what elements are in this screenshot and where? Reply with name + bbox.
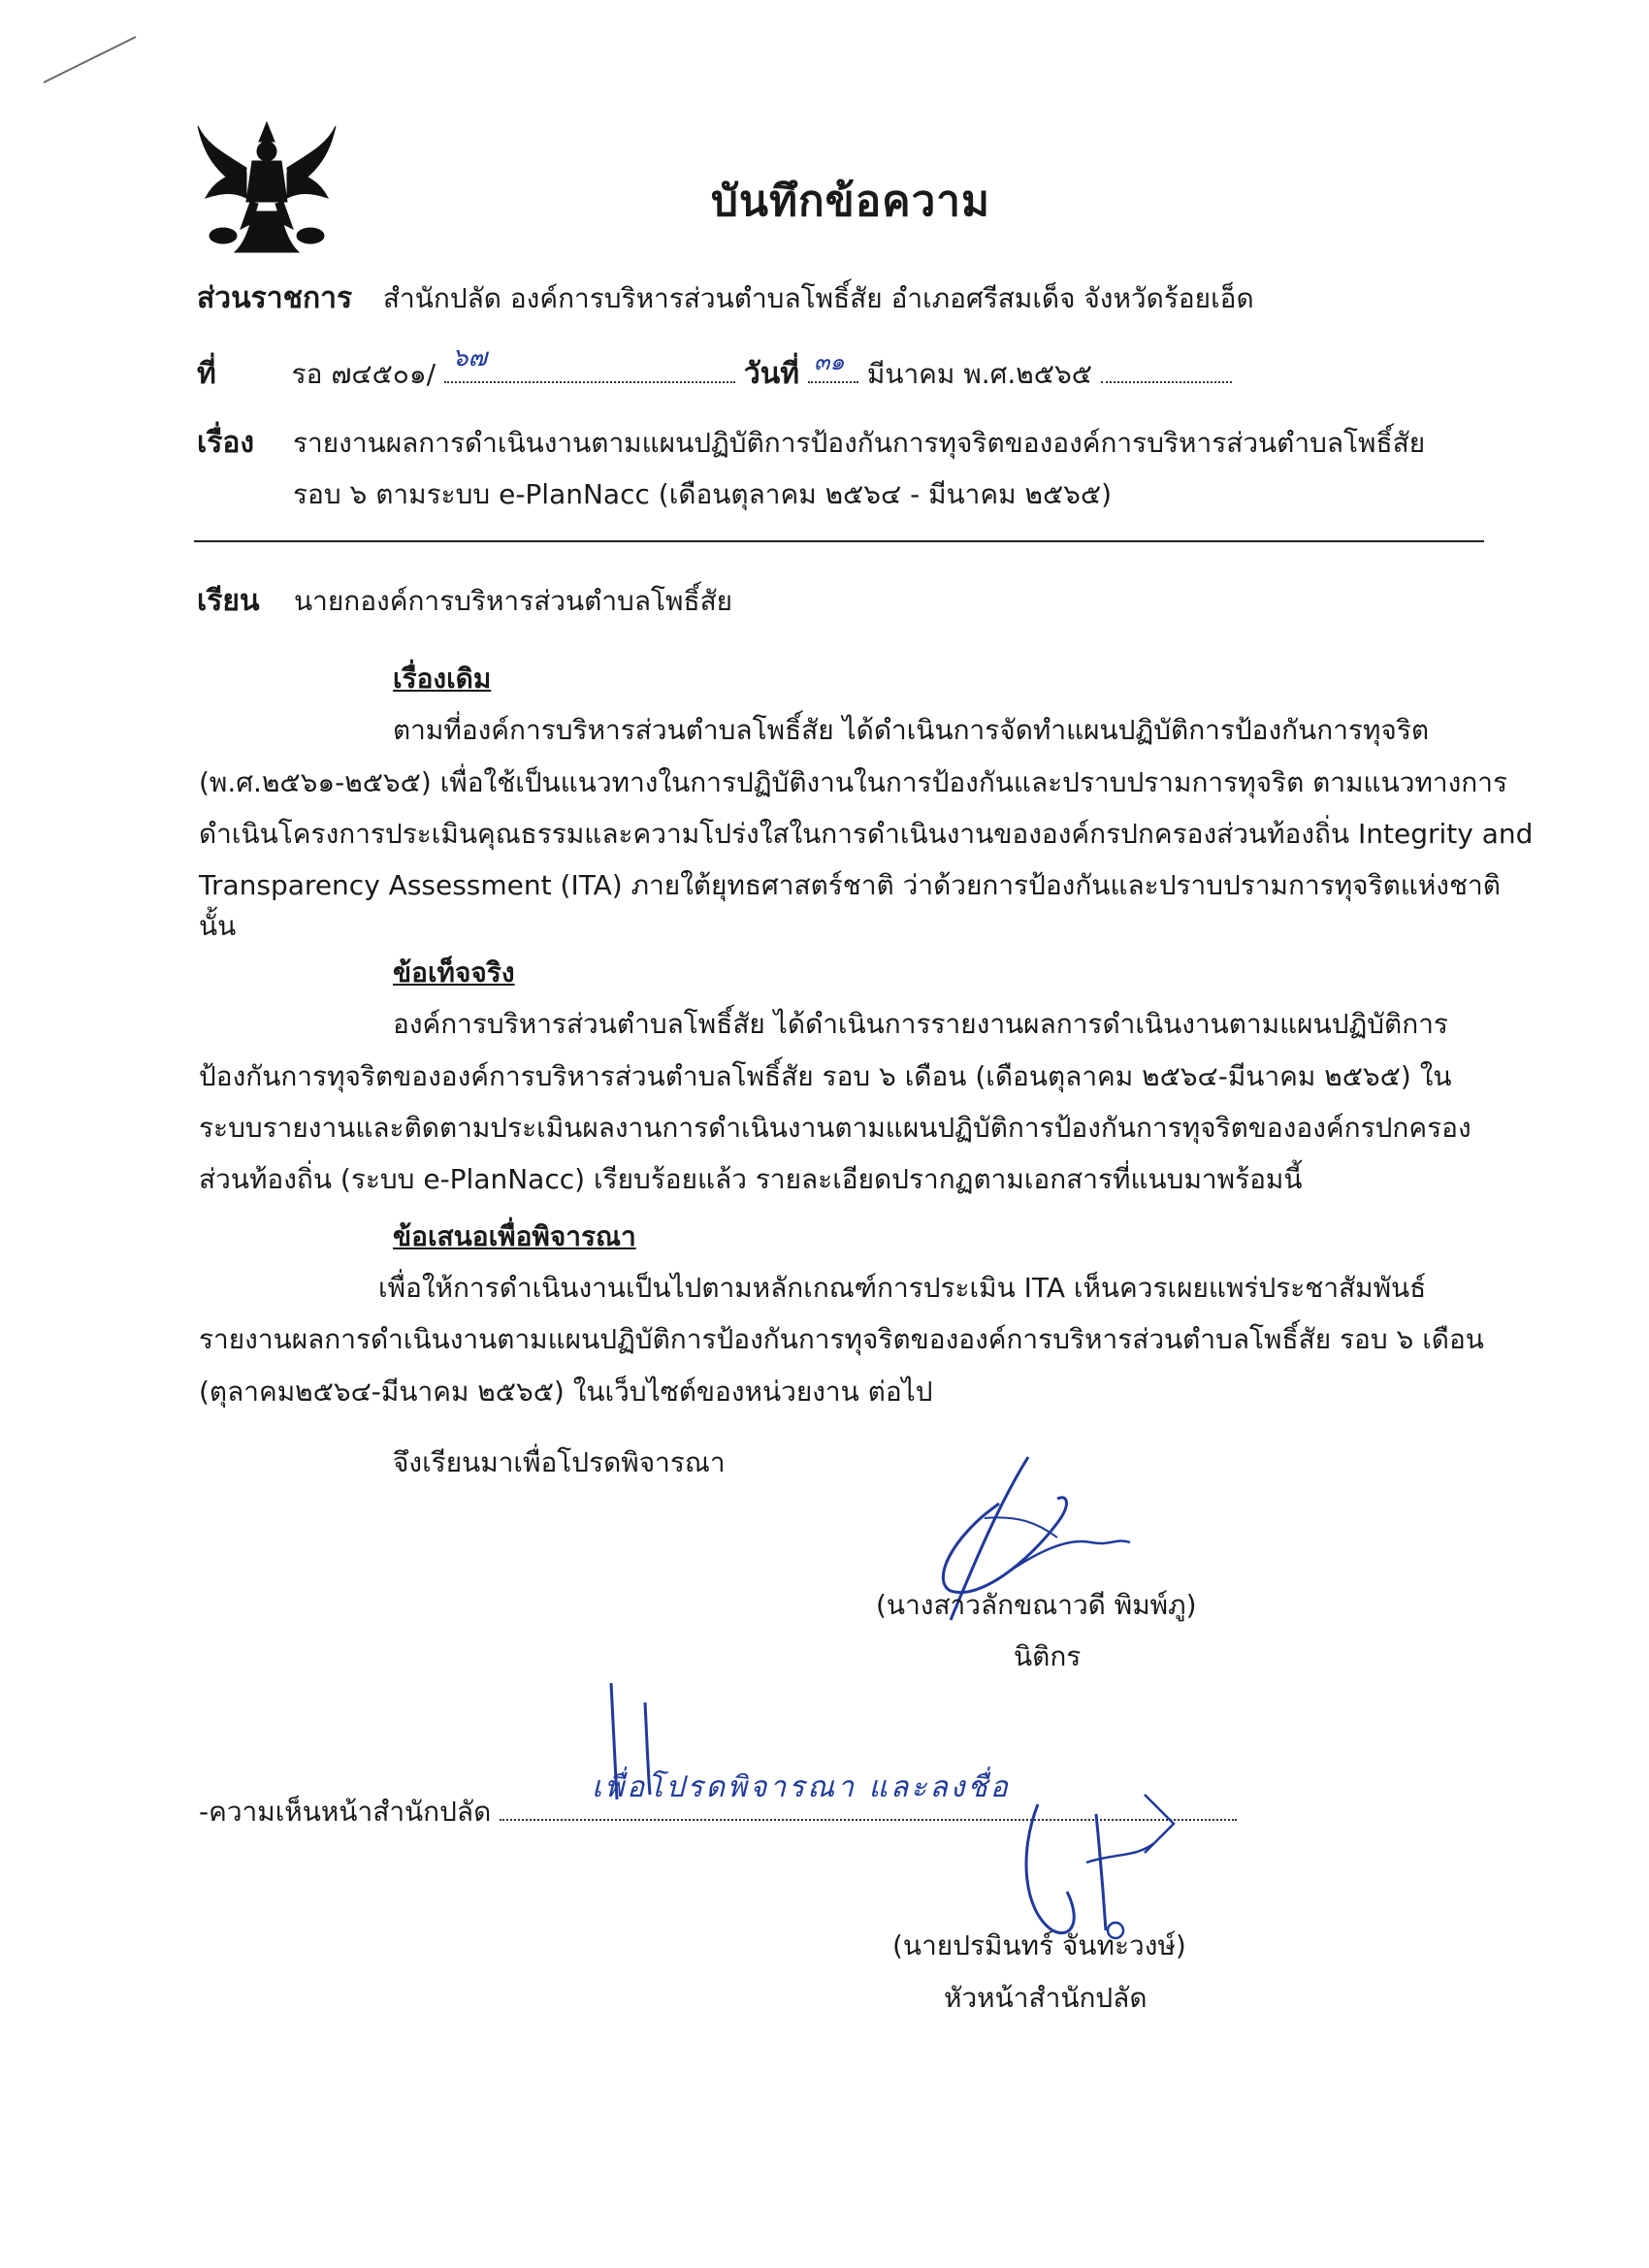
agency-row <box>197 279 1254 318</box>
signature1-position: นิติกร <box>1014 1640 1082 1672</box>
to-value: นายกองค์การบริหารส่วนตำบลโพธิ์สัย <box>294 585 733 617</box>
reference-row <box>197 343 1232 394</box>
date-dotted-tail <box>1101 352 1232 383</box>
background-line-4: Transparency Assessment (ITA) ภายใต้ยุทธศาสตร์ชาติ ว่าด้วยการป้องกันและปราบปรามการทุจริตแห่งชาติ <box>199 869 1501 901</box>
date-day-handwritten: ๓๑ <box>813 348 845 375</box>
facts-line-4: ส่วนท้องถิ่น (ระบบ e-PlanNacc) เรียบร้อยแล้ว รายละเอียดปรากฏตามเอกสารที่แนบมาพร้อมนี้ <box>199 1163 1303 1195</box>
subject-line-2: รอบ ๖ ตามระบบ e-PlanNacc (เดือนตุลาคม ๒๕๖๔ - มีนาคม ๒๕๖๕) <box>293 478 1113 510</box>
reference-value: รอ ๗๔๕๐๑/ <box>291 358 436 390</box>
proposal-heading: ข้อเสนอเพื่อพิจารณา <box>393 1220 636 1252</box>
agency-value: สำนักปลัด องค์การบริหารส่วนตำบลโพธิ์สัย อำเภอศรีสมเด็จ จังหวัดร้อยเอ็ด <box>382 282 1254 314</box>
facts-line-2: ป้องกันการทุจริตขององค์การบริหารส่วนตำบลโพธิ์สัย รอบ ๖ เดือน (เดือนตุลาคม ๒๕๖๔-มีนาคม ๒๕๖๕) ใน <box>199 1060 1452 1092</box>
subject-line-1: รายงานผลการดำเนินงานตามแผนปฏิบัติการป้องกันการทุจริตขององค์การบริหารส่วนตำบลโพธิ์สัย <box>293 427 1426 459</box>
pen-stroke-mark <box>39 29 146 87</box>
reference-handwritten: ๖๗ <box>452 343 488 373</box>
facts-line-3: ระบบรายงานและติดตามประเมินผลงานการดำเนินงานตามแผนปฏิบัติการป้องกันการทุจริตขององค์กรปกครอง <box>199 1112 1471 1144</box>
date-value: มีนาคม พ.ศ.๒๕๖๕ <box>866 358 1092 390</box>
opinion-handwritten: เพื่อโปรดพิจารณา และลงชื่อ <box>592 1770 1011 1804</box>
agency-label: ส่วนราชการ <box>197 281 353 315</box>
facts-line-1: องค์การบริหารส่วนตำบลโพธิ์สัย ได้ดำเนินการรายงานผลการดำเนินงานตามแผนปฏิบัติการ <box>393 1008 1448 1040</box>
reference-label: ที่ <box>197 357 216 391</box>
background-line-3: ดำเนินโครงการประเมินคุณธรรมและความโปร่งใสในการดำเนินงานขององค์กรปกครองส่วนท้องถิ่น Integrity and <box>199 818 1534 850</box>
background-line-2: (พ.ศ.๒๕๖๑-๒๕๖๕) เพื่อใช้เป็นแนวทางในการปฏิบัติงานในการป้องกันและปราบปรามการทุจริต ตามแนวทางการ <box>199 766 1508 798</box>
opinion-label: -ความเห็นหน้าสำนักปลัด <box>199 1796 492 1828</box>
memo-title: บันทึกข้อความ <box>711 177 991 226</box>
background-line-1: ตามที่องค์การบริหารส่วนตำบลโพธิ์สัย ได้ดำเนินการจัดทำแผนปฏิบัติการป้องกันการทุจริต <box>393 714 1430 746</box>
closing-line: จึงเรียนมาเพื่อโปรดพิจารณา <box>393 1446 726 1478</box>
proposal-line-2: รายงานผลการดำเนินงานตามแผนปฏิบัติการป้องกันการทุจริตขององค์การบริหารส่วนตำบลโพธิ์สัย รอบ ๖ เดือน <box>199 1323 1484 1355</box>
signature2-name: (นายปรมินทร์ จันทะวงษ์) <box>892 1929 1186 1961</box>
proposal-line-3: (ตุลาคม๒๕๖๔-มีนาคม ๒๕๖๕) ในเว็บไซต์ของหน่วยงาน ต่อไป <box>199 1376 933 1408</box>
to-label: เรียน <box>197 584 260 618</box>
background-heading: เรื่องเดิม <box>393 663 492 695</box>
signature1-name: (นางสาวลักขณาวดี พิมพ์ภู) <box>876 1589 1197 1621</box>
proposal-line-1: เพื่อให้การดำเนินงานเป็นไปตามหลักเกณฑ์การประเมิน ITA เห็นควรเผยแพร่ประชาสัมพันธ์ <box>378 1272 1427 1304</box>
signature2-position: หัวหน้าสำนักปลัด <box>944 1982 1148 2014</box>
subject-label: เรื่อง <box>197 426 255 460</box>
header-divider <box>194 540 1484 542</box>
facts-heading: ข้อเท็จจริง <box>393 956 515 988</box>
date-label: วันที่ <box>743 357 800 391</box>
opinion-pen-strokes <box>592 1673 669 1809</box>
reference-dotted-line <box>444 343 735 383</box>
garuda-emblem-icon <box>194 114 340 260</box>
background-line-5: นั้น <box>199 910 237 942</box>
date-day-dotted <box>808 348 858 383</box>
